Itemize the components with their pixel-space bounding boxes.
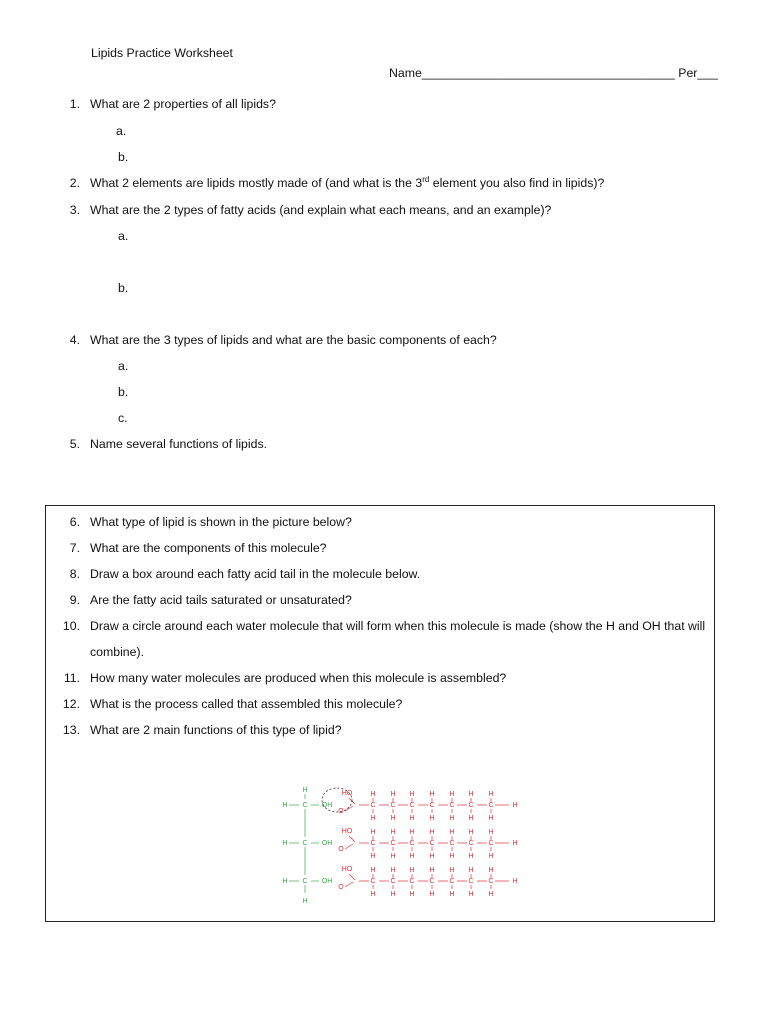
atom-oh: OH: [321, 840, 333, 847]
sub-item-b: b.: [118, 150, 129, 164]
atom-h: H: [429, 829, 435, 836]
atom-h: H: [468, 867, 474, 874]
atom-h: H: [370, 891, 376, 898]
bond: [345, 844, 353, 849]
question-number: 2.: [69, 176, 80, 190]
atom-h: H: [449, 891, 455, 898]
name-period-line: Name_____________________________________ Per___: [389, 66, 718, 80]
atom-h: H: [429, 815, 435, 822]
atom-ho: HO: [341, 790, 353, 797]
question-text: [90, 176, 604, 190]
question-text: How many water molecules are produced when this molecule is assembled?: [90, 671, 507, 685]
atom-h: H: [302, 787, 308, 794]
atom-h: H: [449, 853, 455, 860]
atom-h: H: [409, 891, 415, 898]
atom-h: H: [390, 867, 396, 874]
atom-c: C: [468, 878, 474, 885]
question-text: What type of lipid is shown in the picture below?: [90, 515, 352, 529]
atom-c: C: [370, 802, 376, 809]
atom-c: C: [468, 840, 474, 847]
bond: [349, 836, 355, 842]
worksheet-title: Lipids Practice Worksheet: [91, 46, 233, 60]
atom-c: C: [390, 840, 396, 847]
question-text: What are the components of this molecule?: [90, 541, 327, 555]
question-number: 5.: [69, 437, 80, 451]
question-number: 7.: [69, 541, 80, 555]
atom-h: H: [468, 891, 474, 898]
atom-h: H: [488, 829, 494, 836]
atom-h: H: [390, 853, 396, 860]
question-number: 3.: [69, 203, 80, 217]
atom-c: C: [302, 802, 308, 809]
atom-c: C: [488, 802, 494, 809]
question-text: Name several functions of lipids.: [90, 437, 268, 451]
atom-h: H: [429, 891, 435, 898]
question-number: 9.: [69, 593, 80, 607]
atom-c: C: [390, 802, 396, 809]
atom-h: H: [390, 791, 396, 798]
question-number: 11.: [63, 671, 80, 685]
triglyceride-diagram: [275, 785, 535, 910]
atom-c: C: [449, 840, 455, 847]
question-number: 10.: [62, 619, 80, 633]
atom-h: H: [429, 853, 435, 860]
atom-c: C: [409, 878, 415, 885]
atom-h: H: [512, 802, 518, 809]
atom-h: H: [429, 867, 435, 874]
atom-h: H: [409, 853, 415, 860]
question-number: 8.: [69, 567, 80, 581]
sub-item-a: a.: [118, 359, 129, 373]
atom-h: H: [488, 891, 494, 898]
sub-item-a: a.: [118, 229, 129, 243]
atom-o: O: [338, 884, 344, 891]
atom-h: H: [512, 878, 518, 885]
atom-h: H: [488, 791, 494, 798]
atom-h: H: [409, 791, 415, 798]
atom-h: H: [488, 853, 494, 860]
atom-h: H: [409, 867, 415, 874]
question-text: What are the 2 types of fatty acids (and explain what each means, and an example)?: [90, 203, 552, 217]
atom-h: H: [409, 829, 415, 836]
atom-h: H: [449, 829, 455, 836]
atom-o: O: [338, 808, 344, 815]
atom-h: H: [512, 840, 518, 847]
atom-h: H: [370, 867, 376, 874]
atom-c: C: [429, 802, 435, 809]
atom-h: H: [468, 829, 474, 836]
bond: [345, 882, 353, 887]
atom-oh: OH: [321, 878, 333, 885]
question-number: 4.: [69, 333, 80, 347]
sub-item-b: b.: [118, 281, 129, 295]
question-number: 1.: [69, 97, 80, 111]
atom-h: H: [282, 802, 288, 809]
question-text: Draw a circle around each water molecule that will form when this molecule is made (show the H and OH that will combine).: [90, 619, 706, 659]
question-text: What is the process called that assembled this molecule?: [90, 697, 403, 711]
atom-h: H: [390, 815, 396, 822]
atom-c: C: [429, 878, 435, 885]
atom-h: H: [468, 791, 474, 798]
atom-h: H: [488, 815, 494, 822]
atom-h: H: [282, 878, 288, 885]
atom-h: H: [370, 853, 376, 860]
question-text: What are 2 properties of all lipids?: [90, 97, 276, 111]
atom-h: H: [488, 867, 494, 874]
atom-h: H: [390, 891, 396, 898]
question-text-part: element you also find in lipids)?: [429, 176, 605, 190]
atom-c: C: [409, 802, 415, 809]
atom-c: C: [488, 878, 494, 885]
glycerol-backbone: [282, 787, 332, 905]
atom-c: C: [488, 840, 494, 847]
bond: [345, 806, 353, 811]
atom-h: H: [449, 791, 455, 798]
atom-c: C: [429, 840, 435, 847]
atom-c: C: [370, 840, 376, 847]
question-text-part: What 2 elements are lipids mostly made of (and what is the 3: [90, 176, 423, 190]
atom-h: H: [429, 791, 435, 798]
sub-item-a: a.: [116, 124, 127, 138]
fatty-acid-tails: [338, 790, 517, 898]
superscript: rd: [422, 174, 430, 184]
atom-h: H: [468, 853, 474, 860]
question-text: Are the fatty acid tails saturated or unsaturated?: [90, 593, 352, 607]
question-text: What are 2 main functions of this type of lipid?: [90, 723, 342, 737]
atom-c: C: [370, 878, 376, 885]
atom-h: H: [449, 815, 455, 822]
atom-h: H: [449, 867, 455, 874]
sub-item-b: b.: [118, 385, 129, 399]
atom-c: C: [390, 878, 396, 885]
bond: [349, 874, 355, 880]
atom-h: H: [390, 829, 396, 836]
atom-c: C: [409, 840, 415, 847]
question-text: Draw a box around each fatty acid tail in the molecule below.: [90, 567, 421, 581]
question-number: 6.: [69, 515, 80, 529]
sub-item-c: c.: [118, 411, 128, 425]
atom-c: C: [449, 802, 455, 809]
atom-h: H: [370, 829, 376, 836]
atom-c: C: [302, 878, 308, 885]
atom-h: H: [302, 898, 308, 905]
atom-h: H: [370, 815, 376, 822]
question-number: 13.: [62, 723, 80, 737]
atom-c: C: [468, 802, 474, 809]
atom-ho: HO: [341, 866, 353, 873]
question-number: 12.: [62, 697, 80, 711]
atom-o: O: [338, 846, 344, 853]
atom-ho: HO: [341, 828, 353, 835]
atom-h: H: [282, 840, 288, 847]
question-text: What are the 3 types of lipids and what are the basic components of each?: [90, 333, 497, 347]
atom-oh: OH: [321, 802, 333, 809]
atom-h: H: [370, 791, 376, 798]
atom-c: C: [302, 840, 308, 847]
atom-h: H: [468, 815, 474, 822]
atom-c: C: [449, 878, 455, 885]
atom-h: H: [409, 815, 415, 822]
